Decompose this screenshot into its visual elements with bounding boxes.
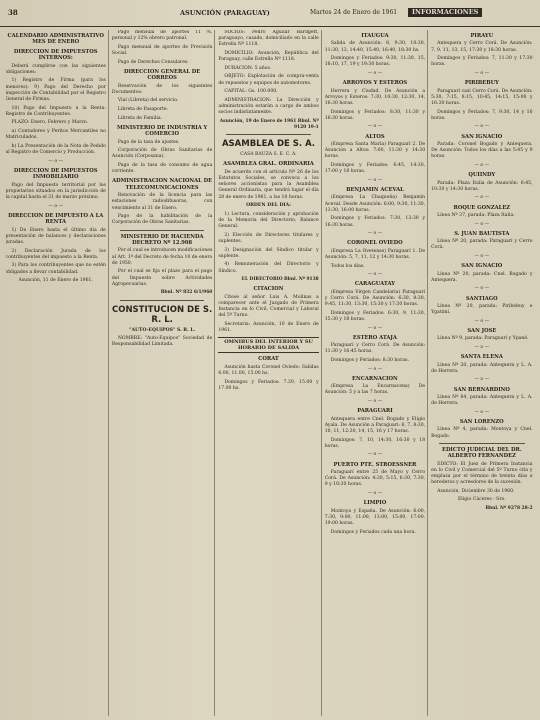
separator: — o — (474, 71, 490, 76)
decreto-heading: MINISTERIO DE HACIENDA DECRETO Nº 12.908 (120, 233, 204, 247)
paragraph: Por el cual se introducen modificaciones al Art. 1º del Decreto de fecha 10 de enero de 1950. (111, 248, 213, 266)
paragraph: a) Contadores y Peritos Mercantiles no Matriculados. (5, 129, 106, 141)
separator: — o — (367, 177, 383, 183)
paragraph: (Empresa La Ovetense) Paraguarí 1. De Asunción: 5, 7, 11, 12 y 14:30 horas. (324, 248, 426, 261)
paragraph: b) La Presentación de la Nota de Pedido al Registro de Comercio y Producción. (5, 143, 106, 156)
paragraph: OBJETO: Explotación de compra-venta de repuestos y equipos de automotores. (218, 74, 319, 86)
paragraph: Domingos: 7, 10, 14:30, 16:30 y 18 horas. (324, 437, 426, 449)
route-heading: PARAGUARI (357, 408, 393, 415)
separator: — o — (367, 452, 383, 458)
paragraph: Paraguarí casi Cerro Corá. De Asunción: 5:30, 7:15, 8:15, 10:45, 14:15, 15:00 y 16:30 horas. (431, 88, 533, 107)
page-number: 38 (8, 8, 18, 17)
paragraph: Domingos y Feriados: 7, 9:30, 14 y 16 horas. (431, 109, 533, 121)
paragraph: (Empresa Virgen Candelaria) Paraguarí y Cerro Corá. De Asunción: 6:30, 8:30, 9:45, 11:30, 13:30, 15:30 y 17:30 horas. (324, 289, 426, 308)
paragraph: Vial (Libreta) del servicio. (117, 98, 179, 104)
route-heading: SAN IGNACIO (461, 263, 503, 270)
separator: — o — (48, 203, 64, 209)
route-heading: ESTERO ATAJA (352, 334, 397, 341)
route-heading: ALTOS (365, 133, 385, 140)
paragraph: Por el cual se fija el plazo para el pago del Impuesto sobre Actividades Agropecuarias. (111, 269, 213, 287)
separator: — o — (367, 491, 383, 497)
route-heading: SAN JOSE (467, 328, 497, 335)
paragraph: Asunción hasta Coronel Oviedo: Salidas 6.00, 11.00, 15.00 hs. (218, 364, 319, 377)
section-title: INFORMACIONES (408, 8, 482, 17)
column-5 (431, 30, 534, 716)
paragraph: Antequera y Cerro Corá. De Asunción: 7, 9, 11, 13, 15, 17:30 y 18:30 horas. (431, 41, 533, 53)
paragraph: Secretaria: Asunción, 10 de Enero de 1961. (218, 322, 319, 334)
paragraph: Domingos y Feriados: 7.30, 15.00 y 17.00 hs. (218, 379, 319, 391)
publication-stamp: EL DIRECTORIO Bbnl. Nº 9138 (241, 277, 319, 283)
paragraph: Línea Nº 20, parada: Antequera y L. A. de Herrera. (431, 362, 533, 374)
paragraph: ADMINISTRACION: La Dirección y administración estarán a cargo de ambos socios indistintamente. (218, 97, 319, 116)
route-heading: PUERTO PTE. STROESSNER (333, 461, 417, 468)
route-heading: ARROYOS Y ESTEROS (342, 80, 408, 87)
orden-del-dia: ORDEN DEL DIA: (246, 203, 291, 209)
paragraph: Pago de la tasa de consumo de agua corriente. (111, 163, 213, 175)
separator: — o — (474, 377, 490, 383)
paragraph: Reservación de los sigueintes Documentos: (111, 83, 213, 95)
route-heading: S. JUAN BAUTISTA (454, 230, 510, 237)
separator: — o — (48, 158, 64, 164)
paragraph: NOMBRE: "Auto-Equipos" Sociedad de Responsabilidad Limitada. (111, 336, 213, 348)
paragraph: Domingos y Feriados: 7, 11:30 y 17:30 horas. (431, 56, 533, 68)
page-city: ASUNCIÓN (PARAGUAY) (180, 9, 270, 17)
paragraph: Libreta de Pasaporte. (117, 107, 169, 112)
publication-stamp: Asunción, 19 de Enero de 1961 Bbnl. Nº 9120 19-1 (219, 118, 319, 130)
citacion-heading: CITACION (253, 286, 284, 293)
divider (120, 300, 204, 301)
company-name: "AUTO-EQUIPOS" S. R. L. (129, 327, 196, 333)
inmobiliario-heading: DIRECCION DE IMPUESTOS INMOBILIARIO (13, 167, 98, 181)
paragraph: Domingos y Feriados: 6:45, 14:30, 17:00 y 18 horas. (324, 163, 426, 175)
column-1 (6, 30, 109, 716)
omnibus-heading: OMNIBUS DEL INTERIOR Y SU HORARIO DE SALIDA (218, 337, 318, 353)
paragraph: Domingos y Feriados: 6:30, 9, 11:30, 15:30 y 18 horas. (324, 310, 426, 323)
separator: — o — (367, 71, 383, 76)
paragraph: DURACION: 5 años. (224, 65, 272, 71)
column-4 (325, 30, 428, 716)
paragraph: 2) Declaración Jurada de los contribuyentes del impuesto a la Renta. (5, 248, 106, 260)
route-heading: PIRIBEBUY (464, 80, 499, 87)
paragraph: Domingos y Feriados: 7:30, 13:30 y 16:30 horas. (324, 216, 426, 228)
paragraph: Herrera y Ciudad. De Asunción a Arroyos y Esteros: 7:30, 10:30, 12:30, 14, 16:30 horas. (324, 88, 426, 107)
route-heading: BENJAMIN ACEVAL (346, 187, 404, 194)
column-3 (218, 30, 321, 716)
separator: — o — (367, 231, 383, 237)
column-2 (112, 30, 215, 716)
paragraph: (Empresa Santa María) Paraguarí 2. De Asunción a Altos: 7:00, 11:30 y 14:30 horas. (324, 142, 426, 160)
impuestos-heading: DIRECCION DE IMPUESTOS INTERNOS: (13, 48, 98, 62)
divider (226, 134, 310, 135)
route-heading: CARAGUATAY (354, 281, 395, 288)
correos-heading: DIRECCION GENERAL DE CORREOS (123, 68, 201, 82)
paragraph: Todos los días. (330, 263, 365, 269)
separator: — o — (367, 399, 383, 405)
separator: — o — (474, 124, 490, 130)
paragraph: Domingos y Feriados: 8:30, 11:30 y 16:30 horas. (324, 109, 426, 121)
paragraph: CAPITAL: Gs. 100.000. (224, 89, 278, 95)
paragraph: PLAZO: Enero, Febrero y Marzo. (11, 120, 89, 126)
paragraph: Línea Nº 20, parada: Piribebuy e Ygatimí. (431, 304, 533, 316)
ordinaria-heading: ASAMBLEA GRAL. ORDINARIA (223, 161, 314, 168)
edicto-heading: EDICTO JUDICIAL DEL DR. ALBERTO FERNANDEZ (441, 446, 522, 460)
paragraph: Pago de Derechos Consulares. (117, 59, 189, 65)
paragraph: Parada: Coronel Bogado y Antequera. De Asunción: Todos los días a las 5:45 y 9 horas. (431, 142, 533, 160)
route-heading: CORONEL OVIEDO (347, 240, 403, 247)
paragraph: Línea Nº 4, parada: Montoya y Cnel. Bogado. (431, 427, 533, 439)
publication-stamp: Bbnl. Nº 832 6/1/960 (160, 290, 213, 296)
paragraph: Domingos y Feriados: 8:30 horas. (330, 358, 409, 364)
divider (120, 230, 204, 231)
separator: — o — (474, 318, 490, 324)
asamblea-heading: ASAMBLEA DE S. A. (221, 139, 316, 150)
paragraph: Pago del Impuesto territorial por los propietarios situados en la jurisdicción de la capital hasta el 31 de marzo próximo. (5, 182, 106, 201)
separator: — o — (474, 254, 490, 260)
paragraph: 3) Designación del Síndico titular y suplente. (218, 247, 319, 259)
paragraph: Domingos y Feriados cada una hora. (330, 529, 416, 535)
paragraph: Domingos y Feriados: 9:30, 11:30, 15, 16:10, 17, 19 y 19:30 horas. (324, 56, 426, 68)
route-heading: SAN BERNARDINO (453, 386, 510, 393)
paragraph: Cítese al señor Luis A. Molinas a comparecer ante el Juzgado de Primera Instancia en lo Civil, Comercial y Laboral del 5º Turno. (218, 294, 319, 319)
srl-heading: CONSTITUCION DE S. R. L. (111, 304, 213, 325)
columns (4, 30, 536, 716)
date-line: Asunción, 11 de Enero de 1961. (18, 278, 93, 284)
paragraph: 10) Pago del Impuesto a la Renta: Registro de Contribuyentes. (5, 105, 106, 117)
route-heading: SANTA ELENA (460, 354, 503, 361)
paragraph: EDICTO: El Juez de Primera Instancia en lo Civil y Comercial del 5º Turno cita y emplaza por el término de treinta días a herederos y acreedores de la sucesión. (431, 461, 533, 486)
paragraph: Pago de la tasa de ajustes. (117, 139, 180, 145)
paragraph: Línea Nº 37, parada: Plaza Italia. (437, 213, 515, 219)
calendar-heading: CALENDARIO ADMINISTRATIVO MES DE ENERO (7, 33, 104, 46)
paragraph: Línea Nº 64, parada: Antequera y L. A. de Herrera. (431, 395, 533, 407)
paragraph: Renovación de la licencia para las estaciones radiodifusoras, con vencimiento al 31 de Enero. (111, 193, 213, 211)
route-heading: QUIINDY (468, 172, 496, 179)
separator: — o — (367, 325, 383, 331)
page-date: Martes 24 de Enero de 1961 (310, 9, 398, 16)
paragraph: Salida de Asunción: 8, 9:30, 10:30, 11:30, 13, 14:40, 15:40, 16:40, 18:30 hs. (324, 41, 426, 53)
paragraph: Línea Nº 9, parada: Paraguarí y Ypané. (437, 336, 529, 342)
route-heading: SAN IGNACIO (461, 133, 503, 140)
page-header (0, 0, 540, 27)
paragraph: Paraguarí entre 25 de Mayo y Cerro Corá. De Asunción: 4:30, 5:15, 6:30, 7:30, 9 y 10:30 horas. (324, 470, 426, 488)
route-heading: ROQUE GONZALEZ (453, 204, 511, 211)
paragraph: Pago mensual de aportes de Previsión Social. (111, 44, 213, 56)
paragraph: (Empresa La Chaqueña) Benjamín Aceval. Desde Asunción: 6:00, 9:30, 11:30, 13:30, 16:00 horas. (324, 195, 426, 213)
paragraph: 1) Registro de Firma (para los menores): 9) Pago del Derecho por inspección de Contabilidad por el Registro General de Firmas. (5, 78, 106, 103)
separator: — o — (474, 409, 490, 415)
signature-line: Eligio Cáceres - Sro. (457, 497, 506, 503)
paragraph: Parada: Plaza Italia de Asunción: 6:45, 10:30 y 14:30 horas. (431, 180, 533, 192)
separator: — o — (474, 195, 490, 201)
paragraph: De acuerdo con el artículo Nº 26 de los Estatutos Sociales, se convoca a los señores accionistas para la Asamblea General Ordinaria, que tendrá lugar el día 28 de enero de 1961, a las 18 horas. (218, 169, 319, 200)
paragraph: 2) Elección de Directores titulares y suplentes. (218, 232, 319, 244)
publication-stamp: Bbnl. Nº 9278 28-2 (485, 506, 533, 512)
paragraph: Montoya y España. De Asunción: 6:00, 7:30, 9:00, 11:00, 13:00, 15:00, 17:00, 19:00 horas. (324, 508, 426, 527)
separator: — o — (474, 345, 490, 351)
industria-heading: MINISTERIO DE INDUSTRIA Y COMERCIO (116, 124, 208, 138)
paragraph: (Empresa La Encarnacena) De Asunción: 5 y a las 7 horas. (324, 384, 426, 396)
paragraph: Pago de la habilitación de la Corporación de Obras Sanitarias. (111, 214, 213, 226)
separator: — o — (474, 221, 490, 227)
paragraph: Deberá cumplirse con las siguientes obligaciones: (5, 63, 106, 75)
paragraph: DOMICILIO: Asunción, República del Paraguay, calle Estrella Nº 1118. (218, 51, 319, 63)
route-heading: PIRAYU (470, 33, 494, 39)
route-heading: SAN LORENZO (459, 419, 504, 426)
route-heading: SANTIAGO (465, 295, 498, 302)
paragraph: Pago mensual de aportes 11 %, personal y 12% obrero patronal. (111, 30, 213, 42)
route-heading: ENCARNACION (352, 375, 398, 382)
paragraph: 1) De Enero hasta el último día de presentación de balances y declaraciones juradas. (5, 227, 106, 246)
paragraph: Paraguarí y Cerro Corá. De Asunción: 11:30 y 16:45 horas. (324, 343, 426, 355)
paragraph: 4) Remuneración del Directorio y Síndico. (218, 262, 319, 274)
company-name: CASA BAUZA S. E. C. A. (240, 152, 297, 158)
paragraph: 1) Lectura, consideración y aprobación de la Memoria del Directorio, Balance General. (218, 211, 319, 230)
paragraph: Libreta de Familia. (117, 115, 163, 121)
corat-heading: CORAT (258, 356, 279, 363)
antelco-heading: ADMINISTRACION NACIONAL DE TELECOMUNICACIONES (112, 178, 213, 191)
separator: — o — (367, 124, 383, 130)
divider (439, 443, 524, 444)
paragraph: Antequera entre Cnel. Bogado y Eligio Ayala. De Asunción a Paraguarí: 6, 7, 8:30, 10, 11, 12:30, 14, 15, 16 y 17 horas. (324, 416, 426, 435)
separator: — o — (367, 272, 383, 278)
route-heading: ITAUGUA (361, 33, 389, 39)
separator: — o — (367, 366, 383, 372)
paragraph: 3) Para los contribuyentes que no estén obligados a llevar contabilidad. (5, 263, 106, 275)
paragraph: Corporación de Obras Sanitarias de Asunción (Corposana). (111, 148, 213, 160)
paragraph: Línea Nº 20, parada: Cnel. Bogado y Antequera. (431, 271, 533, 283)
paragraph: Asunción, Diciembre 30 de 1960. (437, 488, 515, 494)
paragraph: SOCIOS: Pedro Aguilar Bardgett, paraguayo, casado, domiciliado en la calle Estrella Nº 1118. (218, 30, 319, 48)
separator: — o — (474, 163, 490, 169)
separator: — o — (474, 286, 490, 292)
paragraph: Línea Nº 20, parada: Paraguarí y Cerro Corá. (431, 239, 533, 251)
route-heading: LIMPIO (363, 500, 387, 507)
renta-heading: DIRECCION DE IMPUESTO A LA RENTA (8, 212, 104, 226)
